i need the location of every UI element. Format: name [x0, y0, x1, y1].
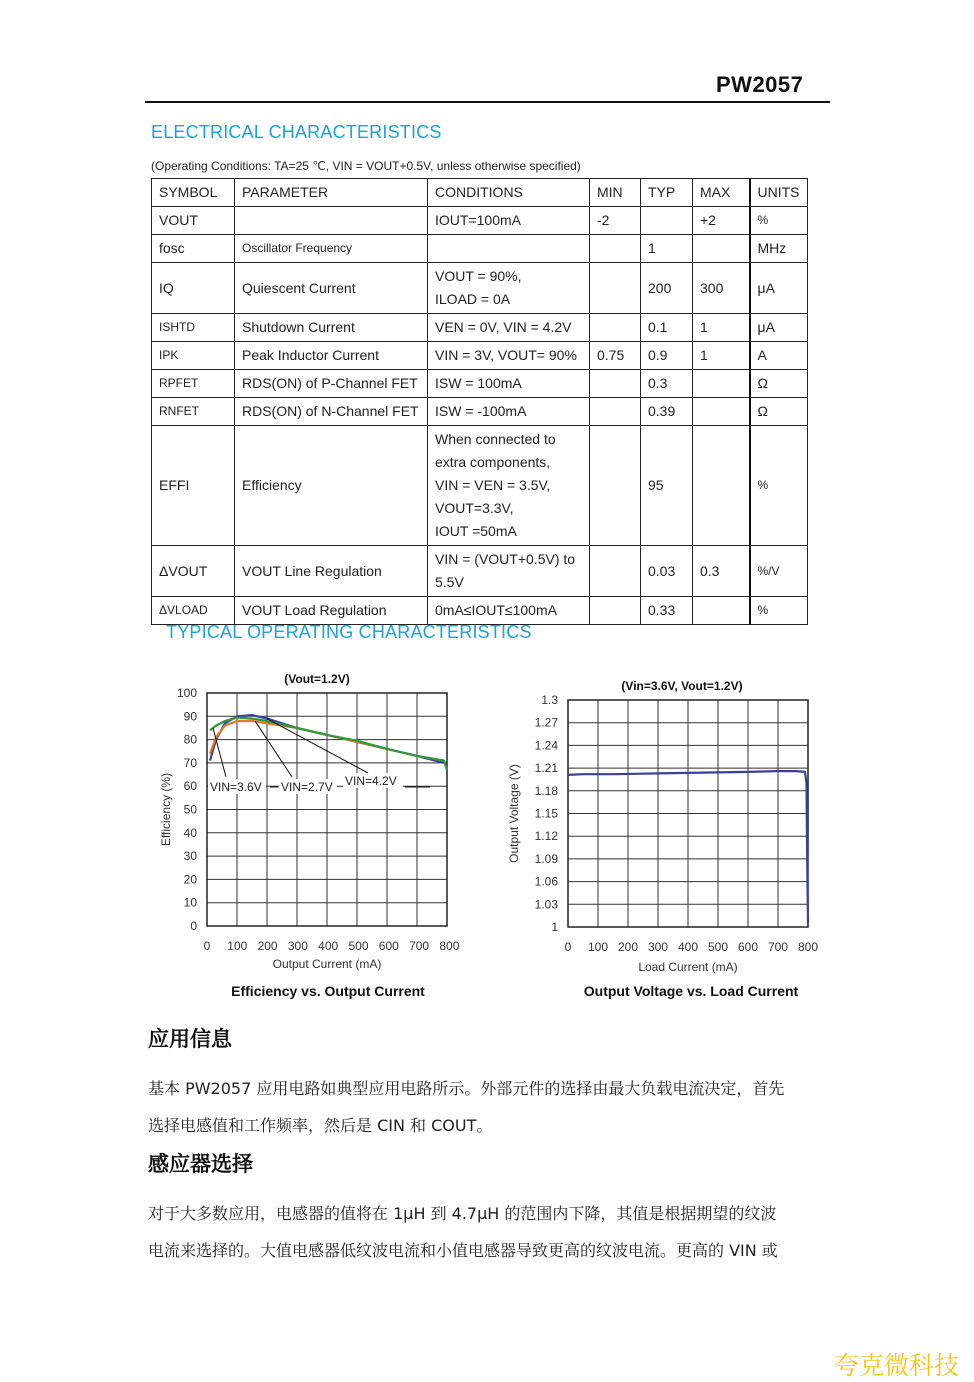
cell-typ: 95	[641, 426, 693, 546]
x-tick-label: 600	[378, 939, 399, 953]
table-row	[152, 263, 808, 314]
table-row	[152, 342, 808, 370]
y-tick-label: 50	[183, 802, 197, 817]
chart-caption: Output Voltage vs. Load Current	[583, 983, 799, 999]
voltage-chart	[500, 670, 830, 1010]
cell-units: %/V	[750, 546, 808, 597]
y-tick-label: 1.3	[541, 693, 558, 707]
cell-min: 0.75	[590, 342, 641, 370]
cell-typ: 0.3	[641, 370, 693, 398]
x-axis-label: Output Current (mA)	[272, 957, 382, 971]
cell-conditions: VIN = (VOUT+0.5V) to 5.5V	[428, 546, 590, 597]
x-tick-label: 200	[257, 939, 278, 953]
cell-units: %	[750, 426, 808, 546]
voltage-chart-svg	[500, 670, 830, 1010]
app-info-heading: 应用信息	[148, 1027, 232, 1051]
app-info-line-2: 选择电感值和工作频率，然后是 CIN 和 COUT。	[148, 1116, 493, 1135]
cell-conditions: When connected to extra components, VIN = VEN = 3.5V, VOUT=3.3V, IOUT =50mA	[428, 426, 590, 546]
cell-typ: 0.03	[641, 546, 693, 597]
cell-parameter: VOUT Line Regulation	[235, 546, 428, 597]
table-row	[152, 546, 808, 597]
cell-symbol: ISHTD	[152, 314, 235, 342]
cell-symbol: VOUT	[152, 207, 235, 235]
efficiency-chart-svg	[150, 665, 480, 1010]
cell-min	[590, 546, 641, 597]
cell-units: μA	[750, 314, 808, 342]
efficiency-chart	[150, 665, 480, 1010]
x-tick-label: 500	[707, 940, 729, 954]
x-tick-label: 500	[348, 939, 369, 953]
column-header-conditions: CONDITIONS	[428, 179, 590, 207]
cell-units: μA	[750, 263, 808, 314]
x-tick-label: 300	[647, 940, 669, 954]
document-title: PW2057	[716, 72, 804, 97]
column-header-symbol: SYMBOL	[152, 179, 235, 207]
x-tick-label: 800	[797, 940, 819, 954]
cell-symbol: ΔVOUT	[152, 546, 235, 597]
x-tick-label: 100	[227, 939, 248, 953]
y-tick-label: 20	[183, 872, 197, 887]
x-tick-label: 700	[767, 940, 789, 954]
cell-max: +2	[693, 207, 750, 235]
annotation-label: VIN=3.6V	[210, 780, 262, 794]
table-row	[152, 314, 808, 342]
cell-min	[590, 398, 641, 426]
cell-min	[590, 370, 641, 398]
app-info-line-1: 基本 PW2057 应用电路如典型应用电路所示。外部元件的选择由最大负载电流决定，首先	[148, 1079, 785, 1098]
table-row	[152, 207, 808, 235]
cell-parameter: Efficiency	[235, 426, 428, 546]
cell-typ: 0.9	[641, 342, 693, 370]
cell-typ: 0.1	[641, 314, 693, 342]
table-row	[152, 597, 808, 625]
cell-symbol: IPK	[152, 342, 235, 370]
cell-symbol: EFFI	[152, 426, 235, 546]
table-row	[152, 235, 808, 263]
y-tick-label: 1.18	[534, 783, 558, 798]
x-tick-label: 200	[617, 940, 639, 954]
cell-typ	[641, 207, 693, 235]
cell-typ: 0.33	[641, 597, 693, 625]
cell-max	[693, 235, 750, 263]
cell-units: Ω	[750, 398, 808, 426]
cell-conditions: IOUT=100mA	[428, 207, 590, 235]
cell-symbol: IQ	[152, 263, 235, 314]
y-tick-label: 0	[190, 919, 197, 933]
cell-parameter	[235, 207, 428, 235]
cell-symbol: ΔVLOAD	[152, 597, 235, 625]
y-tick-label: 1.09	[534, 851, 558, 866]
y-axis-label: Efficiency (%)	[159, 772, 173, 847]
column-header-typ: TYP	[641, 179, 693, 207]
x-tick-label: 700	[409, 939, 430, 953]
y-tick-label: 1.06	[534, 874, 558, 889]
typical-heading: TYPICAL OPERATING CHARACTERISTICS	[166, 622, 532, 642]
cell-units: %	[750, 597, 808, 625]
column-header-parameter: PARAMETER	[235, 179, 428, 207]
x-tick-label: 0	[564, 940, 572, 954]
x-tick-label: 300	[287, 939, 308, 953]
x-tick-label: 400	[318, 939, 339, 953]
cell-min	[590, 426, 641, 546]
cell-max	[693, 370, 750, 398]
y-tick-label: 10	[183, 895, 197, 910]
cell-typ: 0.39	[641, 398, 693, 426]
cell-parameter: Shutdown Current	[235, 314, 428, 342]
x-tick-label: 0	[203, 939, 211, 953]
y-tick-label: 100	[176, 686, 197, 700]
cell-min	[590, 235, 641, 263]
annotation-label: VIN=4.2V	[345, 774, 397, 788]
column-header-max: MAX	[693, 179, 750, 207]
y-tick-label: 1.15	[534, 806, 558, 821]
x-tick-label: 800	[439, 939, 460, 953]
table-header-row	[152, 179, 808, 207]
cell-symbol: fosc	[152, 235, 235, 263]
column-header-units: UNITS	[750, 179, 808, 207]
cell-conditions: ISW = -100mA	[428, 398, 590, 426]
cell-max	[693, 426, 750, 546]
y-tick-label: 30	[183, 849, 197, 864]
cell-parameter: RDS(ON) of P-Channel FET	[235, 370, 428, 398]
cell-max	[693, 398, 750, 426]
annotation-pointer	[267, 719, 368, 773]
cell-symbol: RPFET	[152, 370, 235, 398]
chart-caption: Efficiency vs. Output Current	[231, 983, 425, 999]
cell-max: 1	[693, 342, 750, 370]
electrical-heading: ELECTRICAL CHARACTERISTICS	[151, 122, 442, 142]
cell-conditions: VEN = 0V, VIN = 4.2V	[428, 314, 590, 342]
cell-min	[590, 314, 641, 342]
table-row	[152, 398, 808, 426]
y-tick-label: 90	[183, 709, 197, 724]
inductor-heading: 感应器选择	[148, 1152, 253, 1176]
annotation-label: VIN=2.7V	[281, 780, 333, 794]
y-tick-label: 80	[183, 732, 197, 747]
cell-units: A	[750, 342, 808, 370]
y-tick-label: 1.24	[534, 738, 558, 753]
cell-min	[590, 263, 641, 314]
cell-parameter: VOUT Load Regulation	[235, 597, 428, 625]
cell-symbol: RNFET	[152, 398, 235, 426]
cell-conditions: VOUT = 90%, ILOAD = 0A	[428, 263, 590, 314]
watermark: 夸克微科技	[834, 1351, 960, 1380]
y-axis-label: Output Voltage (V)	[507, 764, 521, 863]
cell-parameter: Oscillator Frequency	[235, 235, 428, 263]
y-tick-label: 1.03	[534, 897, 558, 912]
cell-conditions: 0mA≤IOUT≤100mA	[428, 597, 590, 625]
chart-title: (Vin=3.6V, Vout=1.2V)	[621, 679, 743, 693]
cell-max: 300	[693, 263, 750, 314]
x-axis-label: Load Current (mA)	[638, 960, 738, 974]
cell-conditions: VIN = 3V, VOUT= 90%	[428, 342, 590, 370]
y-tick-label: 70	[183, 755, 197, 770]
cell-units: MHz	[750, 235, 808, 263]
title-rule	[145, 101, 830, 103]
y-tick-label: 1	[551, 920, 558, 934]
x-tick-label: 600	[737, 940, 759, 954]
cell-typ: 1	[641, 235, 693, 263]
series-line-vin-4-2v	[210, 718, 447, 770]
table-row	[152, 370, 808, 398]
cell-parameter: Quiescent Current	[235, 263, 428, 314]
cell-units: Ω	[750, 370, 808, 398]
y-tick-label: 40	[183, 825, 197, 840]
inductor-line-2: 电流来选择的。大值电感器低纹波电流和小值电感器导致更高的纹波电流。更高的 VIN 或	[148, 1241, 778, 1260]
cell-max: 1	[693, 314, 750, 342]
inductor-line-1: 对于大多数应用，电感器的值将在 1μH 到 4.7μH 的范围内下降，其值是根据期望的纹波	[148, 1204, 777, 1223]
electrical-table	[151, 178, 808, 625]
cell-max: 0.3	[693, 546, 750, 597]
operating-conditions: (Operating Conditions: TA=25 ℃, VIN = VOUT+0.5V, unless otherwise specified)	[151, 159, 581, 173]
y-tick-label: 1.21	[534, 761, 558, 776]
y-tick-label: 1.12	[534, 829, 558, 844]
cell-typ: 200	[641, 263, 693, 314]
y-tick-label: 60	[183, 779, 197, 794]
cell-max	[693, 597, 750, 625]
chart-title: (Vout=1.2V)	[284, 672, 350, 686]
column-header-min: MIN	[590, 179, 641, 207]
cell-parameter: RDS(ON) of N-Channel FET	[235, 398, 428, 426]
cell-parameter: Peak Inductor Current	[235, 342, 428, 370]
cell-units: %	[750, 207, 808, 235]
cell-min: -2	[590, 207, 641, 235]
x-tick-label: 100	[587, 940, 609, 954]
y-tick-label: 1.27	[534, 715, 558, 730]
cell-min	[590, 597, 641, 625]
cell-conditions: ISW = 100mA	[428, 370, 590, 398]
table-row	[152, 426, 808, 546]
x-tick-label: 400	[677, 940, 699, 954]
cell-conditions	[428, 235, 590, 263]
